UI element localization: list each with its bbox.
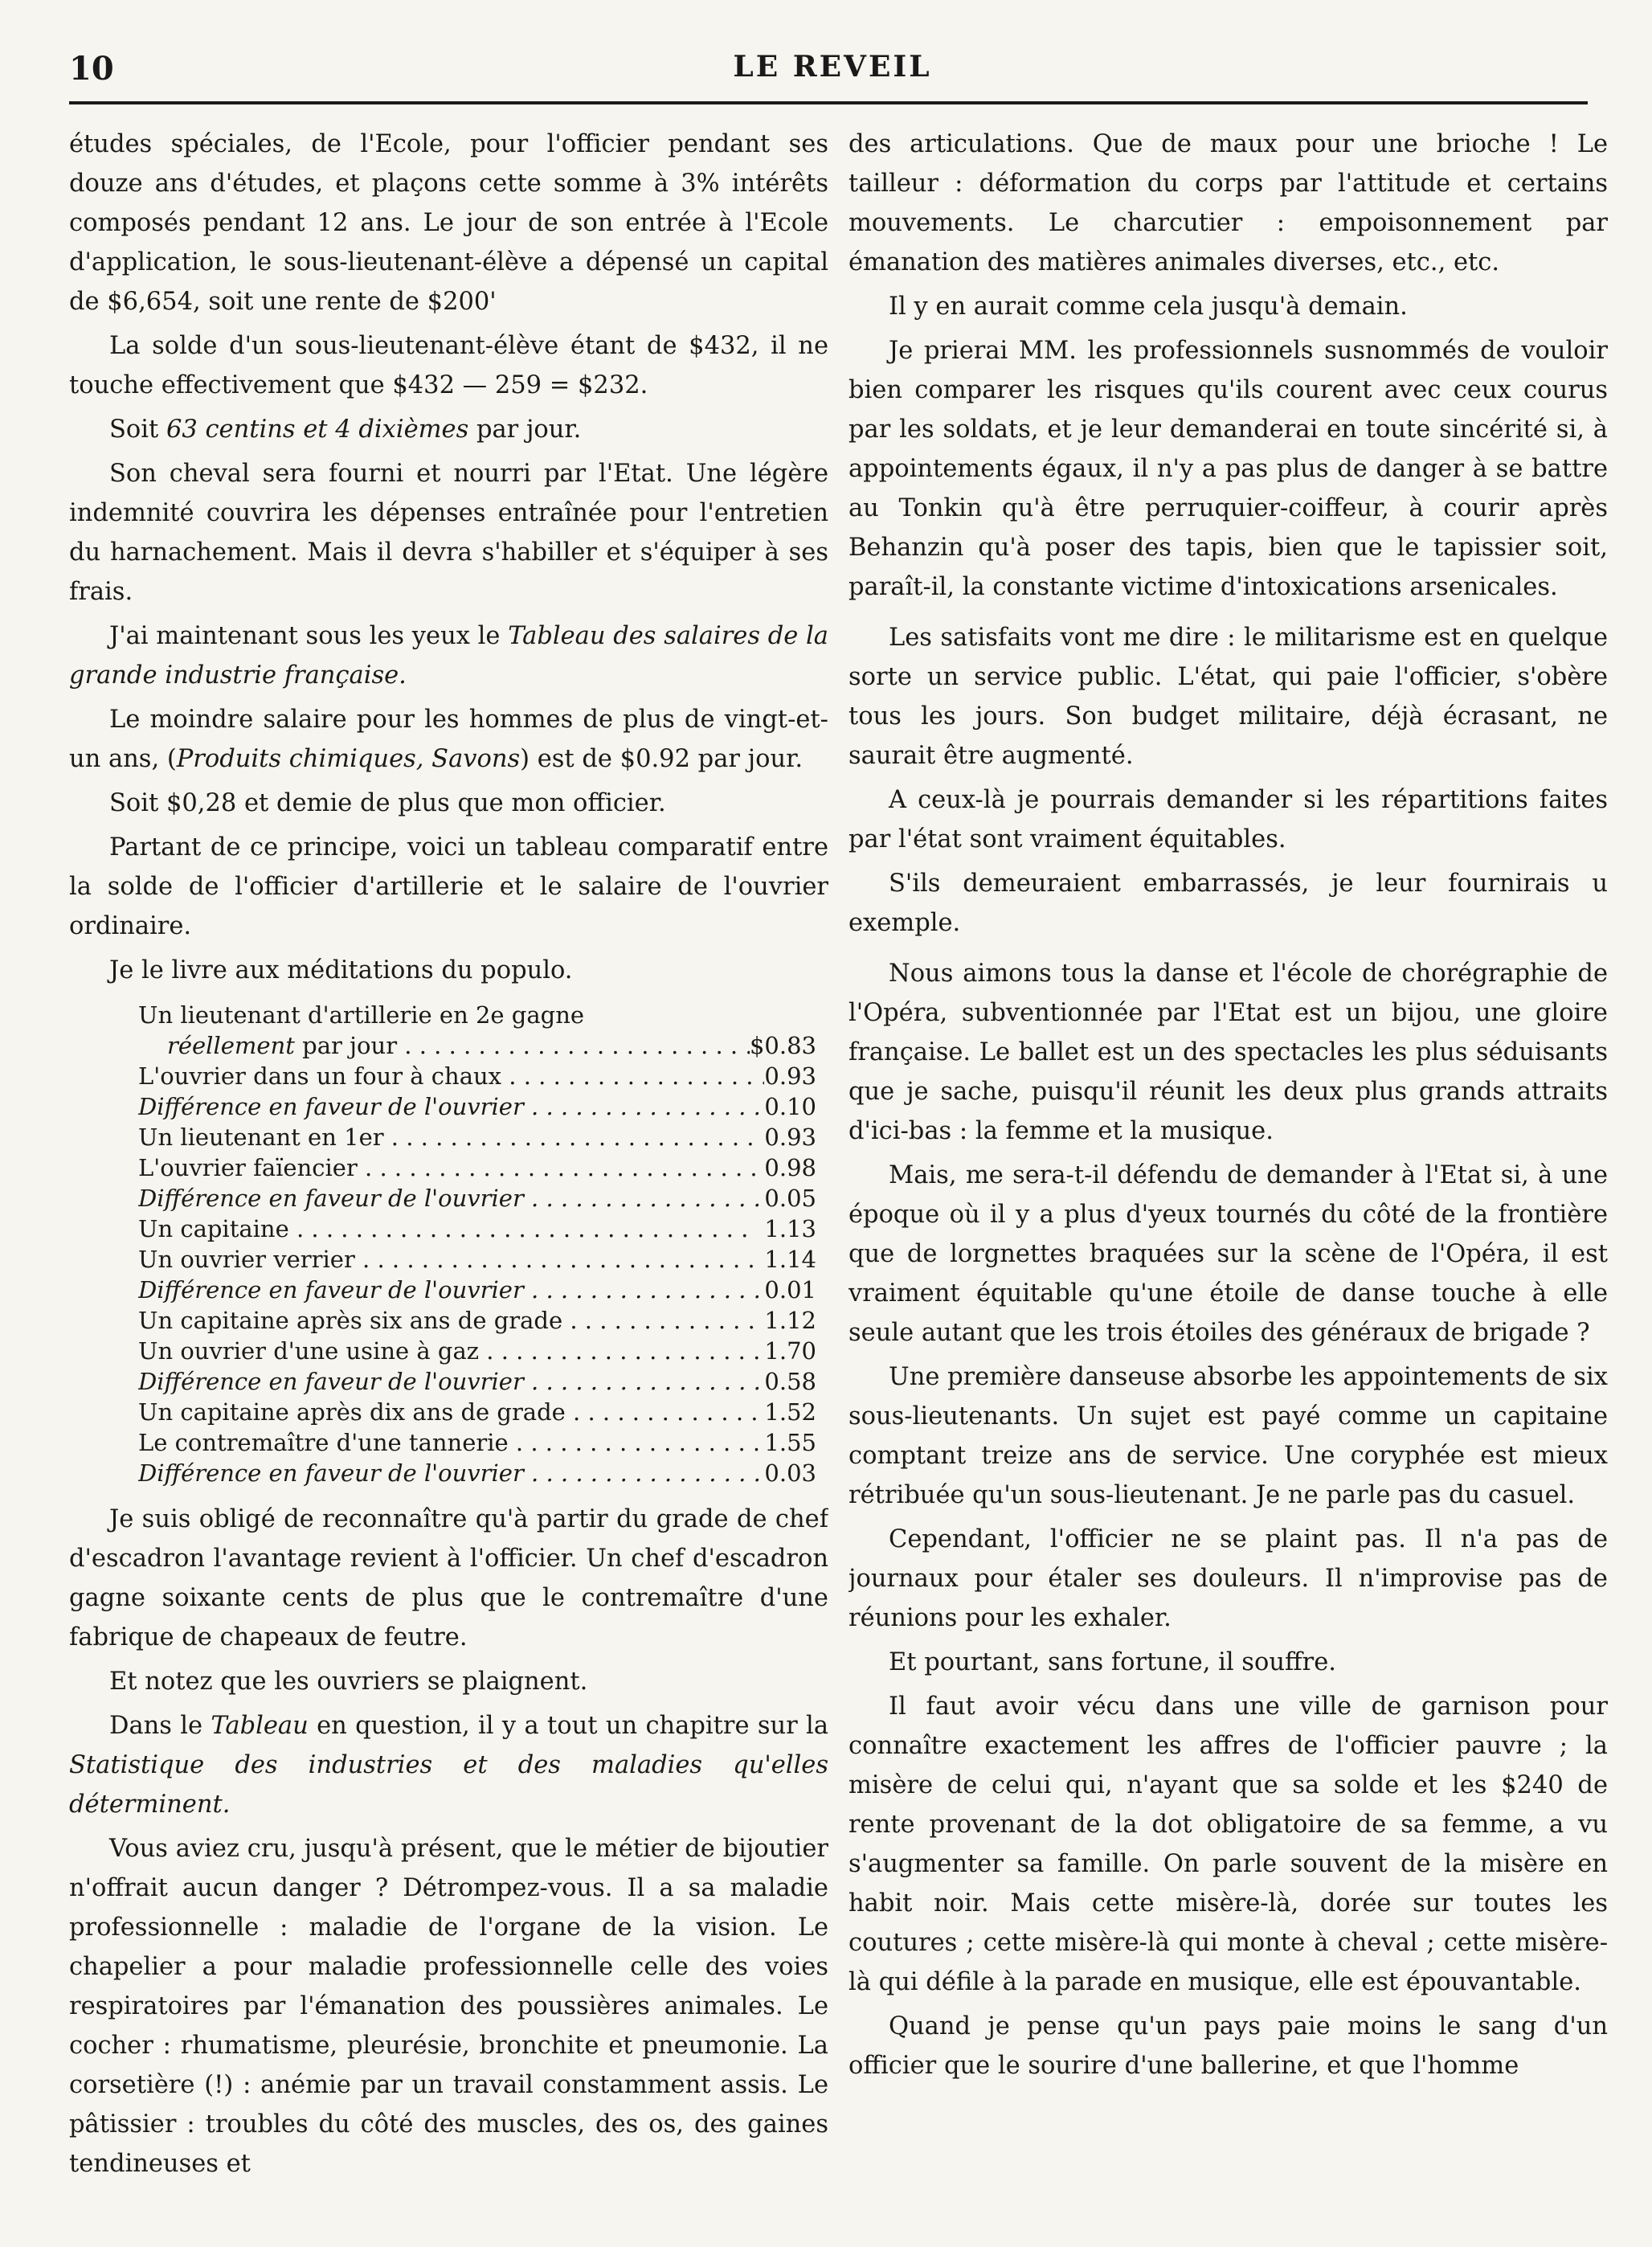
table-row-label: Différence en faveur de l'ouvrier . . .: [138, 1366, 764, 1397]
table-row-label: Un ouvrier verrier . . .: [138, 1244, 761, 1275]
paragraph: Son cheval sera fourni et nourri par l'Etat. Une légère indemnité couvrira les dépenses entraînée pour l'entretien du harnachement. Mais il devra s'habiller et s'équiper à ses frais.: [69, 460, 828, 606]
table-row-label: Différence en faveur de l'ouvrier . . .: [138, 1183, 764, 1214]
paragraph: Les satisfaits vont me dire : le militarisme est en quelque sorte un service public. L'état, qui paie l'officier, s'obère tous les jours. Son budget militaire, déjà écrasant, ne saurait être augmenté.: [848, 624, 1608, 770]
table-row-value: 1.55: [764, 1429, 816, 1456]
table-row-value: 0.01: [764, 1276, 816, 1304]
table-row-value: 1.14: [764, 1246, 816, 1273]
table-head-label: Un lieutenant d'artillerie en 2e gagne: [138, 1001, 585, 1029]
table-row: [138, 1336, 816, 1366]
paragraph: Une première danseuse absorbe les appointements de six sous-lieutenants. Un sujet est payé comme un capitaine comptant treize ans de service. Une coryphée est mieux rétribuée qu'un sous-lieutenant. Je ne parle pas du casuel.: [848, 1363, 1608, 1509]
paragraph: Il faut avoir vécu dans une ville de garnison pour connaître exactement les affres de l'officier pauvre ; la misère de celui qui, n'ayant que sa solde et les $240 de rente provenant de la dot obligatoire de sa femme, a vu s'augmenter sa famille. On parle souvent de la misère en habit noir. Mais cette misère-là, dorée sur toutes les coutures ; cette misère-là qui monte à cheval ; cette misère-là qui défile à la parade en musique, elle est épouvantable.: [848, 1692, 1608, 1996]
table-row-value: 0.05: [764, 1185, 816, 1212]
table-row: [138, 1275, 816, 1305]
table-head-row: [138, 1000, 816, 1030]
table-row: [138, 1030, 816, 1061]
paragraph: S'ils demeuraient embarrassés, je leur fournirais u exemple.: [848, 870, 1608, 937]
paragraph: Partant de ce principe, voici un tableau comparatif entre la solde de l'officier d'artillerie et le salaire de l'ouvrier ordinaire.: [69, 833, 828, 940]
paragraph: J'ai maintenant sous les yeux le Tableau des salaires de la grande industrie française.: [69, 622, 828, 690]
table-row-label: Un capitaine après six ans de grade . . .: [138, 1305, 764, 1336]
paragraph: Et pourtant, sans fortune, il souffre.: [889, 1648, 1336, 1676]
paragraph: Il y en aurait comme cela jusqu'à demain.: [889, 293, 1408, 321]
table-row-label: Différence en faveur de l'ouvrier . . .: [138, 1091, 764, 1122]
paragraph: Soit 63 centins et 4 dixièmes par jour.: [109, 415, 582, 444]
paragraph: Et notez que les ouvriers se plaignent.: [109, 1668, 588, 1696]
paragraph: Dans le Tableau en question, il y a tout un chapitre sur la Statistique des industries et des maladies qu'elles déterminent.: [69, 1712, 828, 1819]
table-row-value: 1.70: [764, 1337, 816, 1365]
table-row-label: Un ouvrier d'une usine à gaz . . .: [138, 1336, 764, 1366]
table-row: [138, 1366, 816, 1397]
table-row-label: Un lieutenant en 1er . . .: [138, 1122, 763, 1152]
paragraph: Quand je pense qu'un pays paie moins le sang d'un officier que le sourire d'une ballerine, et que l'homme: [848, 2012, 1608, 2080]
table-row-value: 1.12: [764, 1307, 816, 1334]
table-row: [138, 1458, 816, 1488]
table-row-value: 0.03: [764, 1459, 816, 1487]
wage-comparison-table: [138, 1000, 816, 1488]
table-row-label: Le contremaître d'une tannerie . . .: [138, 1427, 764, 1458]
table-row-value: 1.13: [764, 1215, 816, 1242]
left-column: [69, 125, 828, 2230]
paragraph: Mais, me sera-t-il défendu de demander à l'Etat si, à une époque où il y a plus d'yeux tournés du côté de la frontière que de lorgnettes braquées sur la scène de l'Opéra, il est vraiment équitable qu'une étoile de danse touche à elle seule autant que les trois étoiles des généraux de brigade ?: [848, 1161, 1608, 1347]
table-row: [138, 1091, 816, 1122]
paragraph: des articulations. Que de maux pour une brioche ! Le tailleur : déformation du corps par l'attitude et certains mouvements. Le charcutier : empoisonnement par émanation des matières animales diverses, etc., etc.: [848, 130, 1608, 276]
paragraph: Vous aviez cru, jusqu'à présent, que le métier de bijoutier n'offrait aucun danger ? Détrompez-vous. Il a sa maladie professionnelle : maladie de l'organe de la vision. Le chapelier a pour maladie professionnelle celle des voies respiratoires par l'émanation des poussières animales. Le cocher : rhumatisme, pleurésie, bronchite et pneumonie. La corsetière (!) : anémie par un travail constamment assis. Le pâtissier : troubles du côté des muscles, des os, des gaines tendineuses et: [69, 1835, 828, 2178]
header-rule: [69, 101, 1588, 104]
table-row: [138, 1061, 816, 1091]
table-row-value: 0.98: [764, 1154, 816, 1181]
table-row-value: 1.52: [764, 1398, 816, 1426]
paragraph: Je prierai MM. les professionnels susnommés de vouloir bien comparer les risques qu'ils courent avec ceux courus par les soldats, et je leur demanderai en toute sincérité si, à appointements égaux, il n'y a pas plus de danger à se battre au Tonkin qu'à être perruquier-coiffeur, à courir après Behanzin qu'à poser des tapis, bien que le tapissier soit, paraît-il, la constante victime d'intoxications arsenicales.: [848, 337, 1608, 601]
table-row: [138, 1427, 816, 1458]
table-row-label: réellement par jour . . .: [138, 1030, 750, 1061]
table-row-label: Différence en faveur de l'ouvrier . . .: [138, 1458, 764, 1488]
table-row-value: 0.10: [764, 1093, 816, 1120]
page-header: [69, 45, 1596, 101]
paragraph: A ceux-là je pourrais demander si les répartitions faites par l'état sont vraiment équitables.: [848, 786, 1608, 853]
table-row-value: 0.93: [764, 1124, 816, 1151]
right-column: [848, 125, 1608, 2230]
paragraph: Je suis obligé de reconnaître qu'à partir du grade de chef d'escadron l'avantage revient à l'officier. Un chef d'escadron gagne soixante cents de plus que le contremaître d'une fabrique de chapeaux de feutre.: [69, 1505, 828, 1651]
page-number: 10: [69, 50, 114, 88]
table-row: [138, 1397, 816, 1427]
paragraph: Nous aimons tous la danse et l'école de chorégraphie de l'Opéra, subventionnée par l'Etat est un bijou, une gloire française. Le ballet est un des spectacles les plus séduisants que je sache, puisqu'il réunit les deux plus grands attraits d'ici-bas : la femme et la musique.: [848, 960, 1608, 1145]
table-row-label: Un capitaine . . .: [138, 1214, 756, 1244]
table-row-value: 0.93: [764, 1062, 816, 1090]
paragraph: Le moindre salaire pour les hommes de plus de vingt-et-un ans, (Produits chimiques, Savons) est de $0.92 par jour.: [69, 706, 828, 773]
paragraph: Cependant, l'officier ne se plaint pas. Il n'a pas de journaux pour étaler ses douleurs. Il n'improvise pas de réunions pour les exhaler.: [848, 1525, 1608, 1632]
paragraph: Soit $0,28 et demie de plus que mon officier.: [109, 789, 666, 817]
table-row-label: L'ouvrier faïencier . . .: [138, 1152, 761, 1183]
paragraph: études spéciales, de l'Ecole, pour l'officier pendant ses douze ans d'études, et plaçons cette somme à 3% intérêts composés pendant 12 ans. Le jour de son entrée à l'Ecole d'application, le sous-lieutenant-élève a dépensé un capital de $6,654, soit une rente de $200': [69, 130, 828, 316]
table-row: [138, 1214, 816, 1244]
table-row-value: $0.83: [749, 1032, 816, 1059]
paragraph: La solde d'un sous-lieutenant-élève étant de $432, il ne touche effectivement que $432 — 259 = $232.: [69, 332, 828, 399]
table-row: [138, 1244, 816, 1275]
table-row: [138, 1122, 816, 1152]
table-row-label: Un capitaine après dix ans de grade . . .: [138, 1397, 764, 1427]
table-row: [138, 1305, 816, 1336]
table-row-label: L'ouvrier dans un four à chaux . . .: [138, 1061, 764, 1091]
table-row-value: 0.58: [764, 1368, 816, 1395]
table-row-label: Différence en faveur de l'ouvrier . . .: [138, 1275, 764, 1305]
table-row: [138, 1183, 816, 1214]
running-head-title: LE REVEIL: [733, 50, 932, 84]
table-row: [138, 1152, 816, 1183]
paragraph: Je le livre aux méditations du populo.: [109, 956, 573, 984]
